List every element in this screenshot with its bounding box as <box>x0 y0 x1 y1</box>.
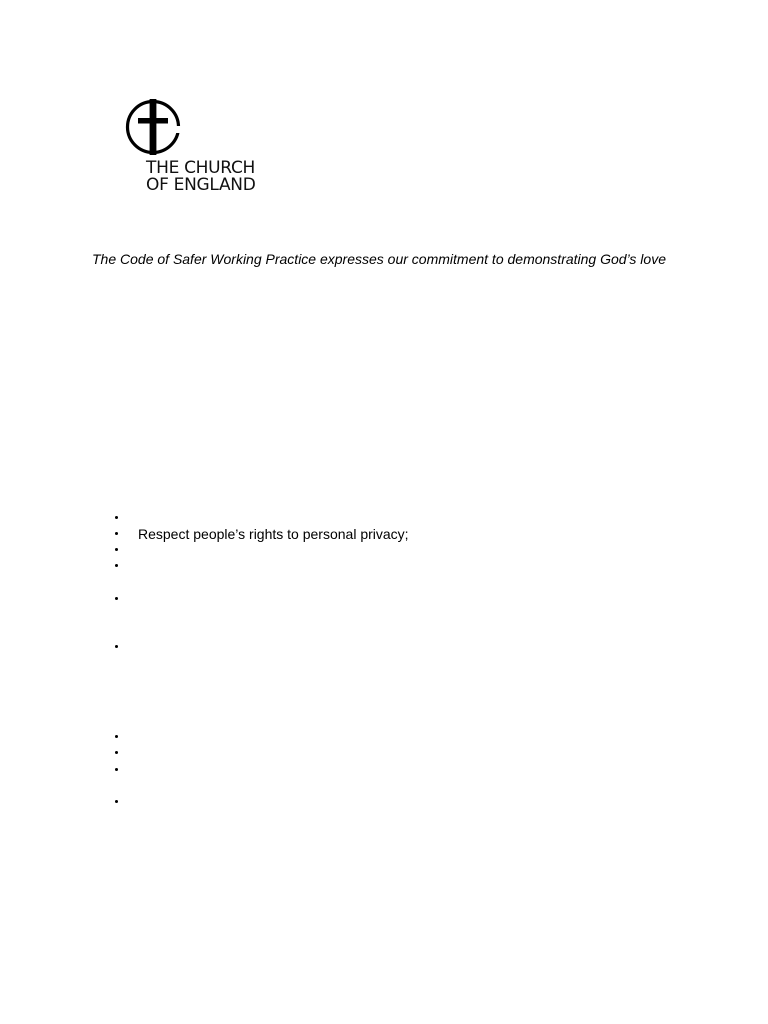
church-of-england-logo <box>124 98 274 198</box>
bullet-text: Respect people’s rights to personal privacy; <box>138 526 409 542</box>
bullet-dot <box>115 800 118 803</box>
logo-line-1: THE CHURCH <box>146 158 256 178</box>
bullet-dot <box>115 768 118 771</box>
church-of-england-cross-icon <box>124 98 182 156</box>
bullet-dot <box>115 645 118 648</box>
logo-wordmark <box>146 160 256 194</box>
bullet-dot <box>115 548 118 551</box>
bullet-dot <box>115 532 118 535</box>
bullet-dot <box>115 516 118 519</box>
bullet-dot <box>115 751 118 754</box>
bullet-dot <box>115 597 118 600</box>
tagline: The Code of Safer Working Practice expresses our commitment to demonstrating God’s love <box>92 251 666 267</box>
bullet-dot <box>115 735 118 738</box>
bullet-dot <box>115 564 118 567</box>
logo-line-2: OF ENGLAND <box>146 175 256 195</box>
